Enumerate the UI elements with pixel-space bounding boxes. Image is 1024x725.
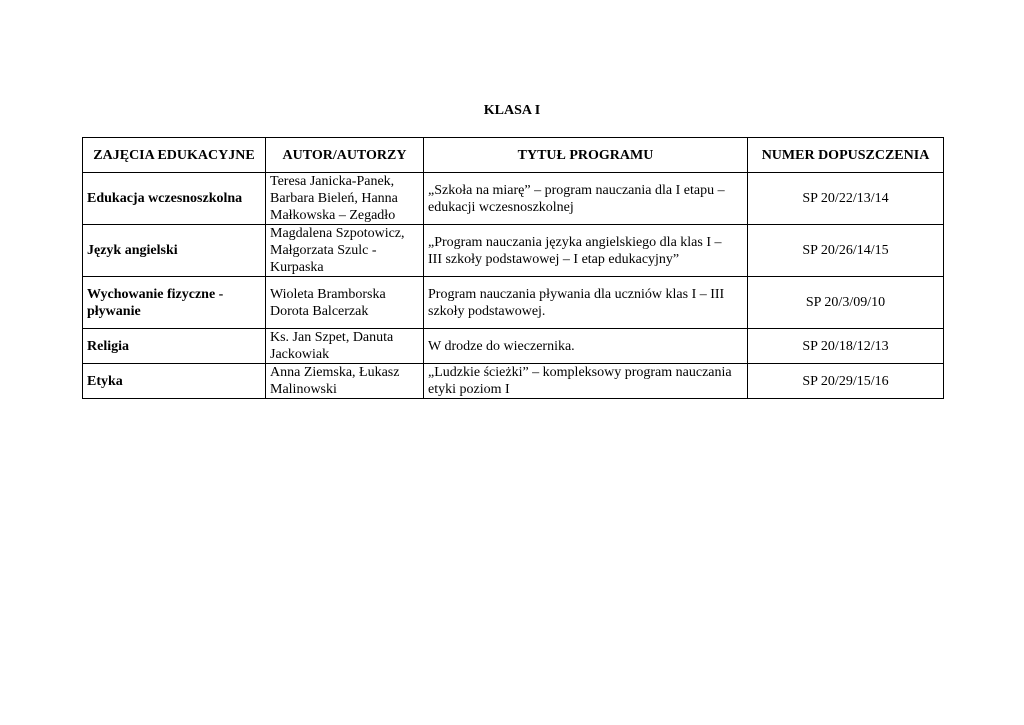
header-approval-number: NUMER DOPUSZCZENIA <box>748 138 944 173</box>
program-title-text: etyki poziom I <box>428 382 510 397</box>
author-text: Kurpaska <box>270 260 324 275</box>
table-row <box>83 225 944 277</box>
author-cell <box>266 364 424 399</box>
approval-number-cell <box>748 277 944 329</box>
header-author: AUTOR/AUTORZY <box>266 138 424 173</box>
program-title-text: „Ludzkie ścieżki” – kompleksowy program nauczania <box>428 365 732 380</box>
program-title-text: szkoły podstawowej. <box>428 303 546 319</box>
subject-cell <box>83 277 266 329</box>
author-text: Wioleta Bramborska <box>270 286 386 302</box>
subject-text: Religia <box>87 338 129 354</box>
table-row <box>83 173 944 225</box>
author-text: Dorota Balcerzak <box>270 303 369 319</box>
subject-cell <box>83 364 266 399</box>
subject-cell <box>83 225 266 277</box>
subject-text: Język angielski <box>87 243 178 258</box>
author-cell <box>266 329 424 364</box>
approval-number-text: SP 20/3/09/10 <box>805 295 886 310</box>
author-text: Ks. Jan Szpet, Danuta <box>270 330 394 345</box>
approval-number-text: SP 20/22/13/14 <box>802 191 889 206</box>
page-title: KLASA I <box>483 103 541 118</box>
program-title-cell <box>424 364 748 399</box>
subject-text: Wychowanie fizyczne - <box>87 286 224 302</box>
program-title-cell <box>424 225 748 277</box>
header-program-title: TYTUŁ PROGRAMU <box>424 138 748 173</box>
author-text: Teresa Janicka-Panek, <box>270 174 395 189</box>
table-row <box>83 364 944 399</box>
subject-cell <box>83 329 266 364</box>
author-text: Anna Ziemska, Łukasz <box>270 365 400 380</box>
approval-number-text: SP 20/26/14/15 <box>802 243 889 258</box>
program-title-text: Program nauczania pływania dla uczniów klas I – III <box>428 286 725 302</box>
approval-number-cell <box>748 364 944 399</box>
subject-text: Edukacja wczesnoszkolna <box>87 191 243 206</box>
program-title-text: „Szkoła na miarę” – program nauczania dla I etapu – <box>428 182 725 198</box>
author-cell <box>266 277 424 329</box>
author-cell <box>266 173 424 225</box>
program-title-cell <box>424 173 748 225</box>
author-text: Malinowski <box>270 382 337 397</box>
approval-number-cell <box>748 173 944 225</box>
subject-text: Etyka <box>87 373 123 389</box>
approval-number-text: SP 20/29/15/16 <box>802 373 889 389</box>
program-title-text: edukacji wczesnoszkolnej <box>428 199 574 215</box>
subject-text: pływanie <box>87 303 141 319</box>
approval-number-cell <box>748 225 944 277</box>
table-row <box>83 329 944 364</box>
approval-number-text: SP 20/18/12/13 <box>802 338 889 354</box>
program-title-cell <box>424 329 748 364</box>
program-title-text: „Program nauczania języka angielskiego dla klas I – <box>428 234 722 250</box>
approval-number-cell <box>748 329 944 364</box>
author-text: Jackowiak <box>270 347 330 362</box>
curriculum-table <box>82 137 944 399</box>
header-subject: ZAJĘCIA EDUKACYJNE <box>83 138 266 173</box>
program-title-text: W drodze do wieczernika. <box>428 338 575 354</box>
author-text: Małkowska – Zegadło <box>270 208 396 223</box>
author-text: Małgorzata Szulc - <box>270 243 377 258</box>
table-header-row <box>83 138 944 173</box>
subject-cell <box>83 173 266 225</box>
table-row <box>83 277 944 329</box>
author-text: Barbara Bieleń, Hanna <box>270 191 398 206</box>
program-title-cell <box>424 277 748 329</box>
author-cell <box>266 225 424 277</box>
author-text: Magdalena Szpotowicz, <box>270 226 405 241</box>
program-title-text: III szkoły podstawowej – I etap edukacyjny” <box>428 251 680 267</box>
